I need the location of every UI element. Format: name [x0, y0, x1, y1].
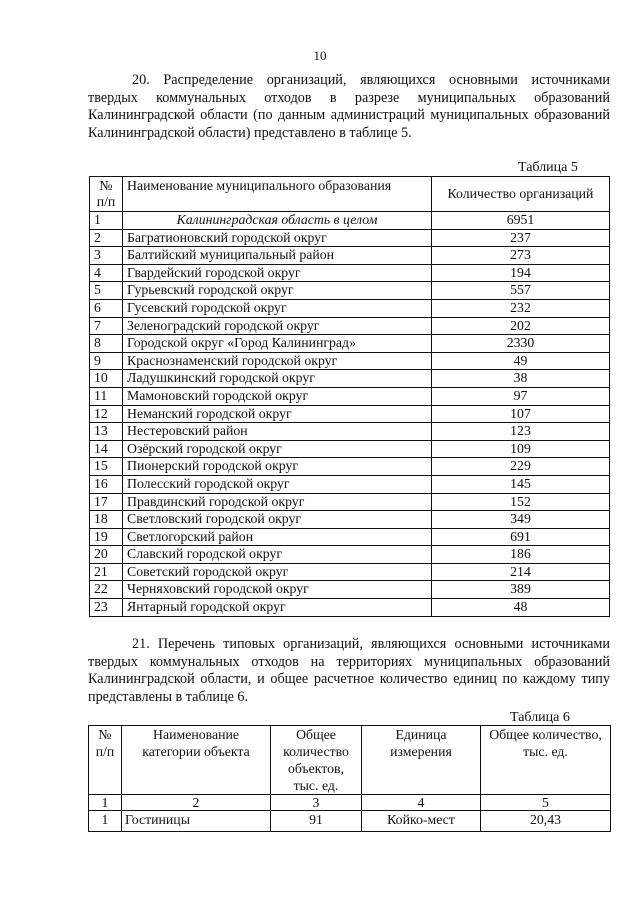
- table5-cell-name: Багратионовский городской округ: [123, 229, 432, 247]
- table5-cell-name: Правдинский городской округ: [123, 493, 432, 511]
- table5-cell-count: 107: [432, 405, 610, 423]
- table6-index-row: [89, 795, 611, 811]
- table5-cell-count: 194: [432, 264, 610, 282]
- table5-cell-name: Полесский городской округ: [123, 475, 432, 493]
- table5-header-num: № п/п: [90, 177, 123, 212]
- table6-index-cell: 4: [362, 795, 481, 811]
- table5-cell-name: Калининградская область в целом: [123, 212, 432, 230]
- table5-cell-count: 152: [432, 493, 610, 511]
- table5-cell-num: 7: [90, 317, 123, 335]
- table6-caption: Таблица 6: [510, 710, 570, 725]
- table5-cell-count: 691: [432, 528, 610, 546]
- table5-cell-num: 23: [90, 599, 123, 617]
- table5-cell-name: Гвардейский городской округ: [123, 264, 432, 282]
- table5-cell-num: 5: [90, 282, 123, 300]
- table5-cell-count: 214: [432, 563, 610, 581]
- table5-row: [90, 299, 610, 317]
- table6-cell-unit: Койко-мест: [362, 811, 481, 832]
- table5-cell-name: Нестеровский район: [123, 423, 432, 441]
- table5-row: [90, 563, 610, 581]
- table5-cell-name: Зеленоградский городской округ: [123, 317, 432, 335]
- table5-cell-num: 9: [90, 352, 123, 370]
- table6-cell-num: 1: [89, 811, 122, 832]
- table5-row: [90, 493, 610, 511]
- table5-row: [90, 440, 610, 458]
- table5-row: [90, 528, 610, 546]
- table5-cell-count: 232: [432, 299, 610, 317]
- table5-cell-count: 97: [432, 387, 610, 405]
- table5-cell-count: 349: [432, 511, 610, 529]
- table5-cell-count: 2330: [432, 335, 610, 353]
- table5-cell-name: Светловский городской округ: [123, 511, 432, 529]
- table5-cell-count: 186: [432, 546, 610, 564]
- table5-header-name: Наименование муниципального образования: [123, 177, 432, 212]
- table5-row: [90, 247, 610, 265]
- table5-cell-num: 16: [90, 475, 123, 493]
- table5-cell-count: 557: [432, 282, 610, 300]
- table5-cell-count: 6951: [432, 212, 610, 230]
- table5-cell-count: 202: [432, 317, 610, 335]
- table6-index-cell: 1: [89, 795, 122, 811]
- table5-row: [90, 282, 610, 300]
- table6-header-objects: Общее количество объектов, тыс. ед.: [271, 726, 362, 795]
- table5-cell-count: 49: [432, 352, 610, 370]
- table5-row: [90, 387, 610, 405]
- table5-cell-count: 229: [432, 458, 610, 476]
- table5-cell-count: 109: [432, 440, 610, 458]
- table5-cell-num: 21: [90, 563, 123, 581]
- table5-cell-num: 20: [90, 546, 123, 564]
- table5-cell-num: 13: [90, 423, 123, 441]
- table5-cell-num: 14: [90, 440, 123, 458]
- table6-cell-category: Гостиницы: [122, 811, 271, 832]
- table5-row: [90, 212, 610, 230]
- table5-cell-num: 17: [90, 493, 123, 511]
- table5-cell-num: 8: [90, 335, 123, 353]
- table5-row: [90, 335, 610, 353]
- table6-header-category: Наименование категории объекта: [122, 726, 271, 795]
- paragraph-20: 20. Распределение организаций, являющихся основными источниками твердых коммунальных отходов в разрезе муниципальных образований Калининградской области (по данным администраций муниципальных образований Калининградской области) представлено в таблице 5.: [88, 72, 610, 141]
- table5-cell-count: 145: [432, 475, 610, 493]
- table5-row: [90, 352, 610, 370]
- table5-cell-name: Озёрский городской округ: [123, 440, 432, 458]
- table5-cell-count: 273: [432, 247, 610, 265]
- table5-row: [90, 458, 610, 476]
- table5-header-row: [90, 177, 610, 212]
- table6-index-cell: 5: [481, 795, 611, 811]
- table5-row: [90, 229, 610, 247]
- table5-cell-num: 4: [90, 264, 123, 282]
- table5-row: [90, 264, 610, 282]
- table5-row: [90, 317, 610, 335]
- table5-header-count: Количество организаций: [432, 177, 610, 212]
- table5-cell-name: Гусевский городской округ: [123, 299, 432, 317]
- page-number: 10: [313, 48, 327, 63]
- table5-cell-num: 22: [90, 581, 123, 599]
- table5-cell-name: Славский городской округ: [123, 546, 432, 564]
- table5-cell-name: Мамоновский городской округ: [123, 387, 432, 405]
- table5-cell-name: Советский городской округ: [123, 563, 432, 581]
- table5-cell-name: Балтийский муниципальный район: [123, 247, 432, 265]
- table6-header-total: Общее количество, тыс. ед.: [481, 726, 611, 795]
- table5-cell-num: 2: [90, 229, 123, 247]
- table5-cell-count: 389: [432, 581, 610, 599]
- table5-caption: Таблица 5: [518, 160, 578, 175]
- table5-cell-count: 123: [432, 423, 610, 441]
- table5-row: [90, 370, 610, 388]
- paragraph-21: 21. Перечень типовых организаций, являющихся основными источниками твердых коммунальных отходов на территориях муниципальных образований Калининградской области, и общее расчетное количество единиц по каждому типу представлены в таблице 6.: [88, 636, 610, 705]
- table5-cell-name: Гурьевский городской округ: [123, 282, 432, 300]
- table5-row: [90, 511, 610, 529]
- table6-cell-objects: 91: [271, 811, 362, 832]
- table5-cell-name: Городской округ «Город Калининград»: [123, 335, 432, 353]
- table5-row: [90, 423, 610, 441]
- table5-cell-name: Черняховский городской округ: [123, 581, 432, 599]
- table5-row: [90, 546, 610, 564]
- table6-cell-total: 20,43: [481, 811, 611, 832]
- table5-cell-num: 6: [90, 299, 123, 317]
- table6-index-cell: 2: [122, 795, 271, 811]
- table6-header-num: № п/п: [89, 726, 122, 795]
- table-6: [88, 725, 611, 832]
- table5-cell-num: 3: [90, 247, 123, 265]
- table5-cell-count: 237: [432, 229, 610, 247]
- table5-cell-num: 15: [90, 458, 123, 476]
- table5-row: [90, 581, 610, 599]
- table5-cell-num: 19: [90, 528, 123, 546]
- table5-cell-num: 11: [90, 387, 123, 405]
- table5-cell-num: 1: [90, 212, 123, 230]
- table5-cell-count: 38: [432, 370, 610, 388]
- table-5: [89, 176, 610, 617]
- table5-cell-name: Ладушкинский городской округ: [123, 370, 432, 388]
- table5-cell-name: Неманский городской округ: [123, 405, 432, 423]
- table5-row: [90, 405, 610, 423]
- table5-cell-name: Краснознаменский городской округ: [123, 352, 432, 370]
- table6-header-unit: Единица измерения: [362, 726, 481, 795]
- table5-cell-name: Янтарный городской округ: [123, 599, 432, 617]
- table5-cell-num: 18: [90, 511, 123, 529]
- table5-row: [90, 599, 610, 617]
- table5-cell-num: 12: [90, 405, 123, 423]
- table5-cell-name: Пионерский городской округ: [123, 458, 432, 476]
- table5-cell-name: Светлогорский район: [123, 528, 432, 546]
- table6-row: [89, 811, 611, 832]
- table5-cell-num: 10: [90, 370, 123, 388]
- table6-index-cell: 3: [271, 795, 362, 811]
- table5-cell-count: 48: [432, 599, 610, 617]
- table6-header-row: [89, 726, 611, 795]
- table5-row: [90, 475, 610, 493]
